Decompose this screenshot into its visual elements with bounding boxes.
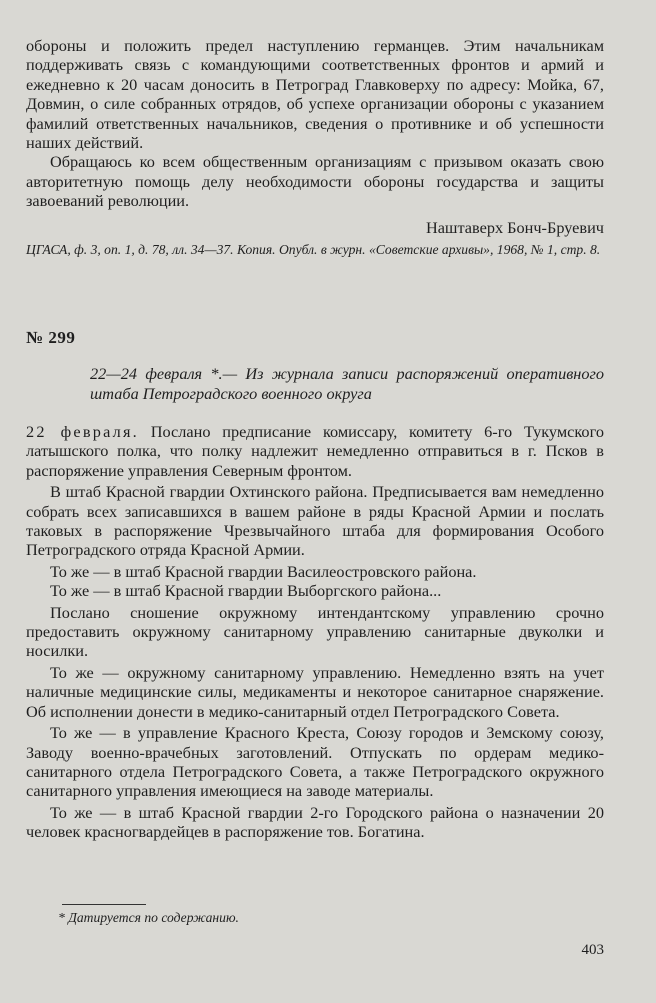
paragraph: То же — в штаб Красной гвардии Василеостровского района. <box>50 561 477 581</box>
archive-source: ЦГАСА, ф. 3, оп. 1, д. 78, лл. 34—37. Копия. Опубл. в журн. «Советские архивы», 1968, № 1, стр. 8. <box>26 242 601 258</box>
paragraph: В штаб Красной гвардии Охтинского района. Предписывается вам немедленно собрать всех записавшихся в вашем районе в ряды Красной Армии и послать таковых в распоряжение Чрезвычайного штаба для формирования Особого Петроградского отряда Красной Армии. <box>26 482 604 560</box>
signature: Наштаверх Бонч-Бруевич <box>425 217 604 237</box>
paragraph: Обращаюсь ко всем общественным организациям с призывом оказать свою авторитетную помощь делу необходимости обороны государства и защиты завоеваний революции. <box>26 152 604 211</box>
document-number: № 299 <box>26 328 76 347</box>
paragraph <box>26 422 604 480</box>
document-heading: 22—24 февраля *.— Из журнала записи распоряжений оперативного штаба Петроградского военного округа <box>90 364 604 403</box>
paragraph: То же — в штаб Красной гвардии Выборгского района... <box>50 581 442 601</box>
paragraph: обороны и положить предел наступлению германцев. Этим начальникам поддерживать связь с командующими соответственных фронтов и армий и ежедневно к 20 часам доносить в Петроград Главковерху по адресу: Мойка, 67, Довмин, о силе собранных отрядов, об успехе организации обороны с указанием фамилий ответственных начальников, сведения о противнике и об успешности наших действий. <box>26 36 604 153</box>
page <box>26 36 604 958</box>
paragraph: То же — в управление Красного Креста, Союзу городов и Земскому союзу, Заводу военно-врачебных заготовлений. Отпускать по ордерам медико-санитарного отдела Петроградского Совета, а также Петроградского окружного санитарного управления имеющиеся на заводе материалы. <box>26 723 604 801</box>
date-word: 22 февраля. <box>26 422 139 441</box>
paragraph: То же — в штаб Красной гвардии 2-го Городского района о назначении 20 человек красногвардейцев в распоряжение тов. Богатина. <box>26 802 604 842</box>
footnote: * Датируется по содержанию. <box>58 910 239 925</box>
document-body <box>26 422 604 842</box>
paragraph: То же — окружному санитарному управлению. Немедленно взять на учет наличные медицинские силы, медикаменты и некоторое санитарное снаряжение. Об исполнении донести в медико-санитарный отдел Петроградского Совета. <box>26 662 604 721</box>
footnote-divider <box>62 904 146 905</box>
continued-text <box>26 36 604 258</box>
paragraph-text: Послано предписание комиссару, комитету 6-го Тукумского латышского полка, что полку надлежит немедленно отправиться в г. Псков в распоряжение управления Северным фронтом. <box>26 422 604 480</box>
page-number: 403 <box>581 942 604 958</box>
paragraph: Послано сношение окружному интендантскому управлению срочно предоставить окружному санитарному управлению санитарные двуколки и носилки. <box>26 602 604 661</box>
